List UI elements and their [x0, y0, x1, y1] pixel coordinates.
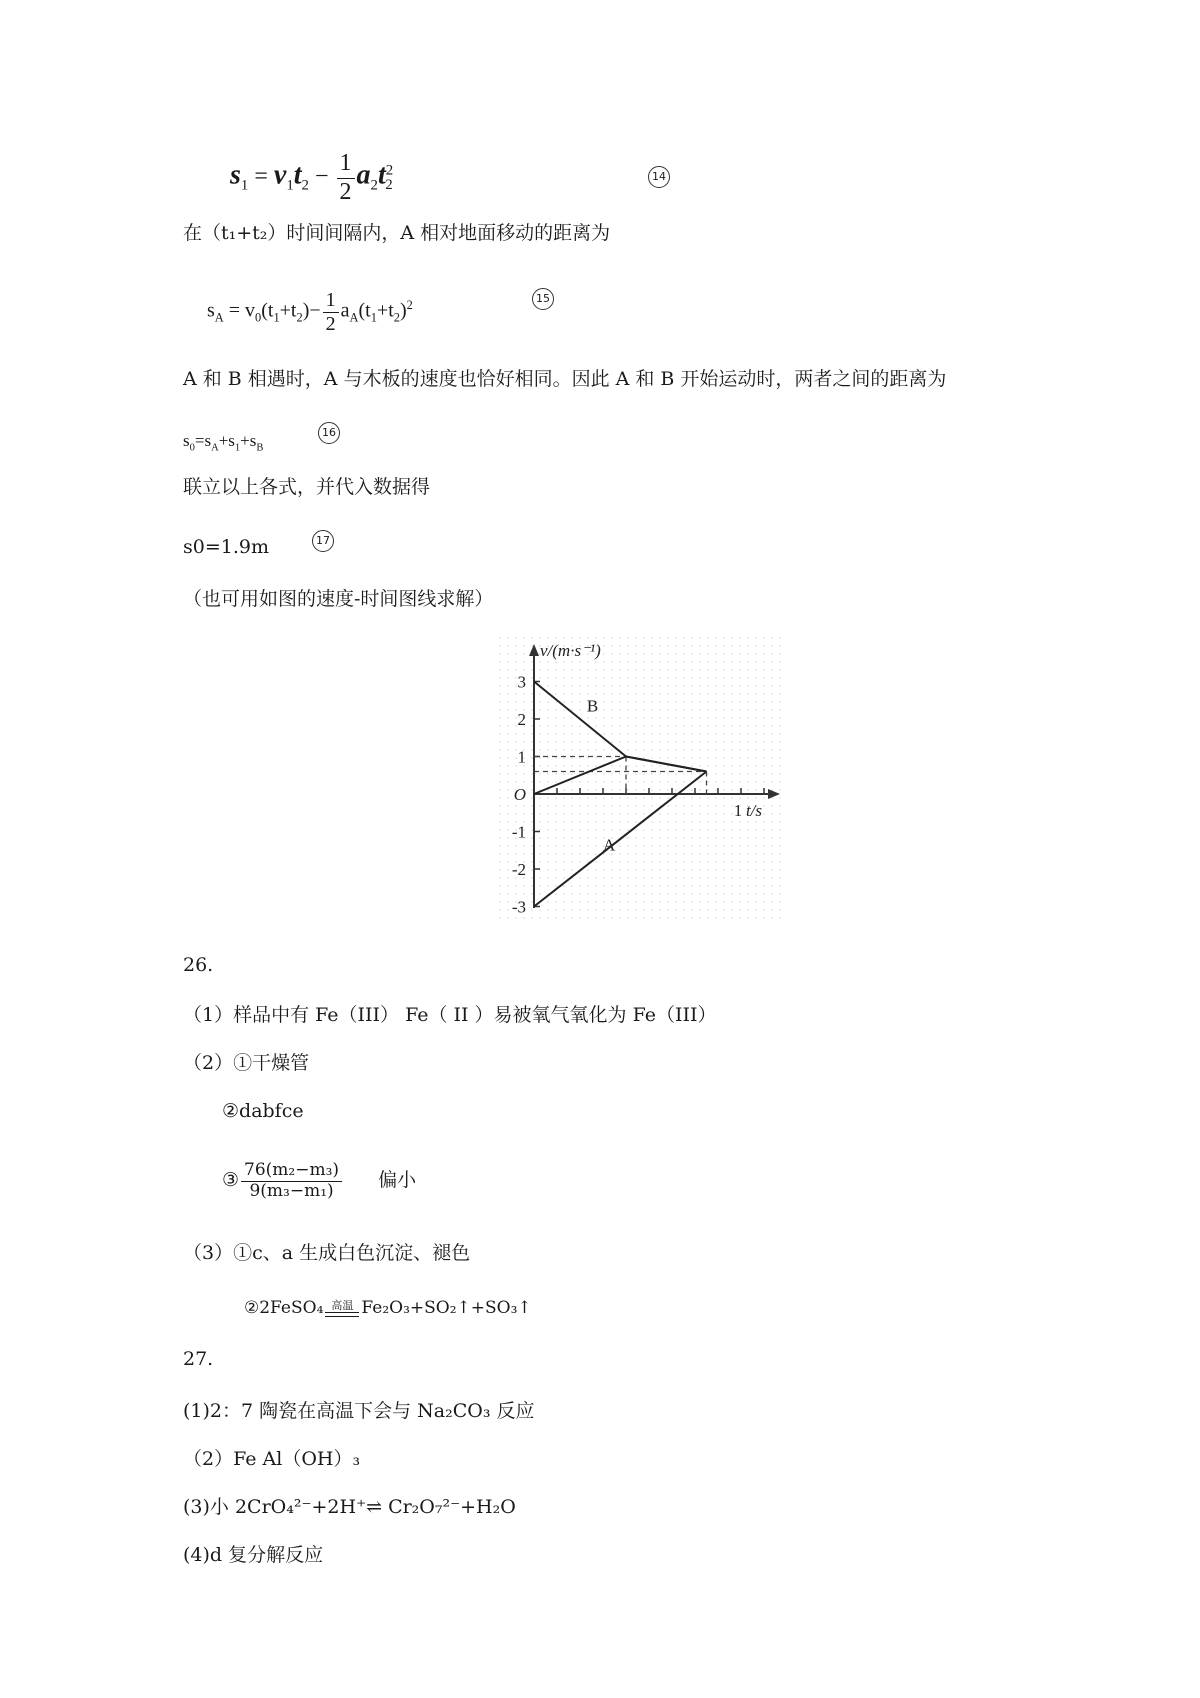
velocity-time-svg: [498, 636, 784, 920]
paragraph-3: 联立以上各式，并代入数据得: [183, 476, 431, 498]
equation-17: s0=1.9m: [183, 536, 269, 558]
y-tick-label: -2: [511, 860, 526, 879]
y-tick-label: 2: [517, 710, 526, 729]
paragraph-1: 在（t₁+t₂）时间间隔内，A 相对地面移动的距离为: [183, 222, 611, 244]
series-label-a: A: [603, 835, 616, 855]
series-label-b: B: [586, 696, 599, 716]
y-tick-label: 1: [517, 747, 526, 767]
equation-number-17: 17: [312, 530, 334, 552]
y-tick-label: 3: [517, 672, 526, 692]
x-tick-label: 1: [733, 801, 743, 820]
q26-line-4: ③ $\frac{\text{76(m₂−m₃)}}{\text{9(m₃−m₁)}}$ 偏小: [222, 1159, 417, 1201]
paragraph-2: A 和 B 相遇时，A 与木板的速度也恰好相同。因此 A 和 B 开始运动时，两者之间的距离为: [183, 368, 947, 390]
equation-number-14: 14: [648, 166, 670, 188]
q26-line-3: ②dabfce: [222, 1100, 304, 1122]
q26-number: 26.: [183, 954, 214, 976]
equation-16: $s_0=s_A+s_1+s_B$: [183, 431, 264, 454]
q27-line-2: （2）Fe Al（OH）₃: [183, 1448, 361, 1470]
dotted-background: [498, 636, 784, 920]
velocity-time-chart: [498, 636, 784, 920]
q26-line-5: （3）①c、a 生成白色沉淀、褪色: [183, 1242, 471, 1264]
q26-line-2: （2）①干燥管: [183, 1052, 310, 1074]
q27-line-1: (1)2：7 陶瓷在高温下会与 Na₂CO₃ 反应: [183, 1400, 535, 1422]
y-tick-label: -1: [511, 822, 526, 842]
equation-14: $s_1 = v_1t_2$ − $\frac{1}{2}$ $a_2t^2_2$: [230, 150, 394, 205]
q26-line-1: （1）样品中有 Fe（III） Fe（ II ）易被氧气氧化为 Fe（III）: [183, 1004, 717, 1026]
x-axis-label: t/s: [745, 801, 762, 820]
equation-number-15: 15: [532, 288, 554, 310]
paragraph-4: （也可用如图的速度-时间图线求解）: [183, 588, 494, 610]
y-tick-label: O: [513, 785, 526, 804]
y-axis-label: v/(m·s⁻¹): [540, 641, 601, 660]
equation-number-16: 16: [318, 422, 340, 444]
q26-line-6: ②2FeSO₄ 高温 Fe₂O₃+SO₂↑+SO₃↑: [244, 1298, 532, 1318]
equation-15: $s_A = v_0(t_1+t_2)-$ $\frac{1}{2}$ $a_A(t_1+t_2)^2$: [207, 288, 413, 335]
q27-line-4: (4)d 复分解反应: [183, 1544, 324, 1566]
y-tick-label: -3: [511, 897, 526, 917]
q27-number: 27.: [183, 1348, 214, 1370]
q27-line-3: (3)小 2CrO₄²⁻+2H⁺⇌ Cr₂O₇²⁻+H₂O: [183, 1496, 516, 1518]
